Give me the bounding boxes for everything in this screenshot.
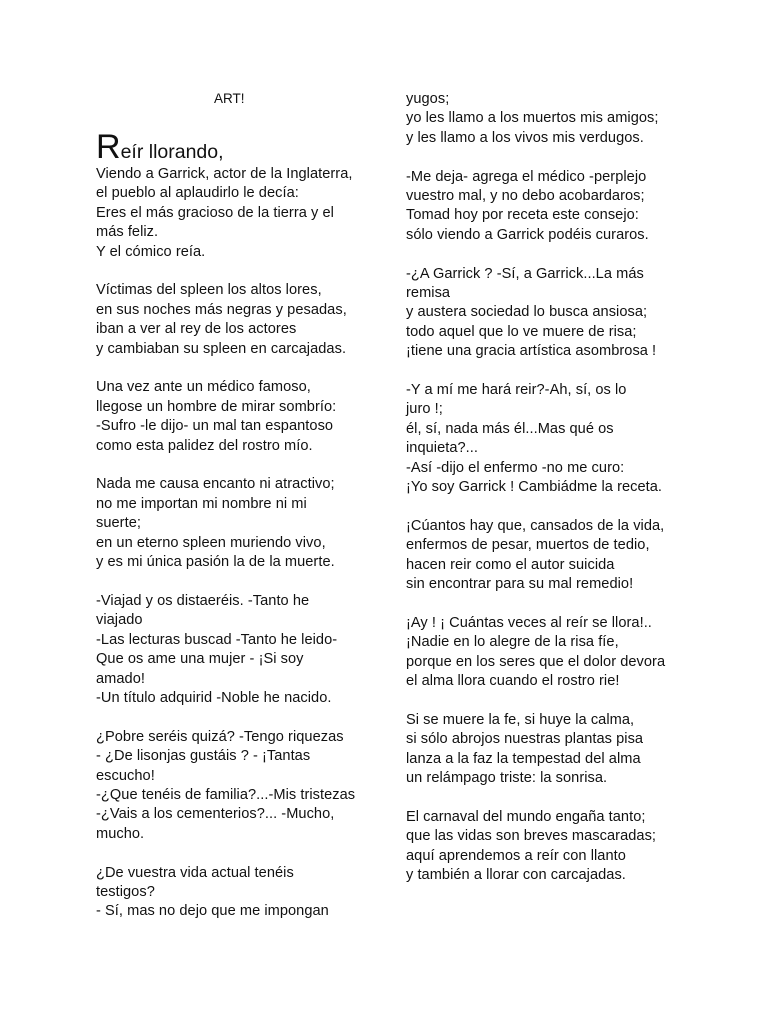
poem-line: iban a ver al rey de los actores [96, 321, 297, 338]
poem-line: -Las lecturas buscad -Tanto he leido- [96, 631, 338, 648]
title-text: eír llorando, [120, 141, 224, 163]
poem-line: y es mi única pasión la de la muerte. [96, 554, 335, 571]
poem-line: -Un título adquirid -Noble he nacido. [96, 689, 332, 706]
poem-line: - Sí, mas no dejo que me impongan [96, 903, 329, 920]
poem-line: remisa [406, 285, 451, 302]
poem-line: Y el cómico reía. [96, 243, 206, 260]
stanza [406, 614, 706, 692]
poem-line: -Me deja- agrega el médico -perplejo [406, 168, 647, 185]
poem-line: Tomad hoy por receta este consejo: [406, 207, 639, 224]
poem-line: como esta palidez del rostro mío. [96, 437, 313, 454]
poem-line: llegose un hombre de mirar sombrío: [96, 398, 337, 415]
poem-line: juro !; [406, 401, 443, 418]
poem-line: sin encontrar para su mal remedio! [406, 576, 634, 593]
poem-line: - ¿De lisonjas gustáis ? - ¡Tantas [96, 748, 311, 765]
poem-line: testigos? [96, 883, 155, 900]
poem-line: Que os ame una mujer - ¡Si soy [96, 651, 304, 668]
page-header-label: ART! [214, 91, 245, 106]
poem-line: vuestro mal, y no debo acobardaros; [406, 188, 645, 205]
poem-line: -¿Que tenéis de familia?...-Mis tristezas [96, 786, 356, 803]
poem-line: inquieta?... [406, 440, 479, 457]
poem-line: -Y a mí me hará reir?-Ah, sí, os lo [406, 382, 627, 399]
poem-line: yo les llamo a los muertos mis amigos; [406, 110, 659, 127]
poem-line: Eres el más gracioso de la tierra y el [96, 204, 334, 221]
left-column [96, 165, 372, 922]
poem-line: mucho. [96, 825, 145, 842]
stanza [96, 728, 372, 844]
poem-line: -Viajad y os distaeréis. -Tanto he [96, 592, 310, 609]
poem-line: y cambiaban su spleen en carcajadas. [96, 340, 347, 357]
right-column [406, 90, 706, 886]
stanza [406, 168, 706, 246]
poem-line: y les llamo a los vivos mis verdugos. [406, 129, 644, 146]
poem-line: Si se muere la fe, si huye la calma, [406, 711, 635, 728]
poem-line: yugos; [406, 91, 450, 107]
stanza [406, 265, 706, 362]
poem-line: -Así -dijo el enfermo -no me curo: [406, 459, 625, 476]
poem-line: ¿De vuestra vida actual tenéis [96, 864, 294, 881]
poem-line: ¡Ay ! ¡ Cuántas veces al reír se llora!.. [406, 614, 652, 631]
poem-line: suerte; [96, 515, 141, 532]
poem-line: el alma llora cuando el rostro rie! [406, 673, 620, 690]
stanza [96, 475, 372, 572]
poem-line: el pueblo al aplaudirlo le decía: [96, 185, 299, 202]
stanza [406, 381, 706, 497]
poem-line: ¡Cúantos hay que, cansados de la vida, [406, 517, 665, 534]
poem-line: amado! [96, 670, 145, 687]
poem-line: aquí aprendemos a reír con llanto [406, 847, 626, 864]
poem-line: ¡tiene una gracia artística asombrosa ! [406, 343, 657, 360]
stanza [406, 90, 706, 148]
poem-line: viajado [96, 612, 143, 629]
poem-line: Víctimas del spleen los altos lores, [96, 282, 322, 299]
stanza [96, 165, 372, 262]
poem-line: más feliz. [96, 224, 159, 241]
poem-line: en sus noches más negras y pesadas, [96, 301, 347, 318]
stanza [96, 378, 372, 456]
poem-line: Viendo a Garrick, actor de la Inglaterra, [96, 166, 353, 182]
poem-line: sólo viendo a Garrick podéis curaros. [406, 226, 649, 243]
poem-line: -¿A Garrick ? -Sí, a Garrick...La más [406, 265, 644, 282]
poem-line: -¿Vais a los cementerios?... -Mucho, [96, 806, 335, 823]
poem-line: y austera sociedad lo busca ansiosa; [406, 304, 648, 321]
title-dropcap: R [96, 128, 121, 166]
stanza [406, 517, 706, 595]
poem-line: un relámpago triste: la sonrisa. [406, 770, 608, 787]
poem-line: porque en los seres que el dolor devora [406, 653, 666, 670]
poem-line: -Sufro -le dijo- un mal tan espantoso [96, 418, 334, 435]
poem-line: hacen reir como el autor suicida [406, 556, 615, 573]
poem-line: si sólo abrojos nuestras plantas pisa [406, 731, 644, 748]
poem-line: Una vez ante un médico famoso, [96, 379, 311, 396]
stanza [96, 864, 372, 922]
stanza [96, 281, 372, 359]
poem-line: no me importan mi nombre ni mi [96, 495, 307, 512]
poem-line: y también a llorar con carcajadas. [406, 867, 626, 884]
poem-line: enfermos de pesar, muertos de tedio, [406, 537, 650, 554]
poem-line: él, sí, nada más él...Mas qué os [406, 420, 614, 437]
poem-line: todo aquel que lo ve muere de risa; [406, 323, 637, 340]
stanza [406, 808, 706, 886]
poem-line: ¡Nadie en lo alegre de la risa fíe, [406, 634, 619, 651]
stanza [96, 592, 372, 708]
poem-line: escucho! [96, 767, 155, 784]
poem-line: que las vidas son breves mascaradas; [406, 828, 657, 845]
poem-line: ¡Yo soy Garrick ! Cambiádme la receta. [406, 479, 663, 496]
poem-line: Nada me causa encanto ni atractivo; [96, 476, 335, 493]
poem-line: ¿Pobre seréis quizá? -Tengo riquezas [96, 728, 344, 745]
poem-line: El carnaval del mundo engaña tanto; [406, 808, 646, 825]
poem-line: en un eterno spleen muriendo vivo, [96, 534, 326, 551]
stanza [406, 711, 706, 789]
poem-line: lanza a la faz la tempestad del alma [406, 750, 641, 767]
